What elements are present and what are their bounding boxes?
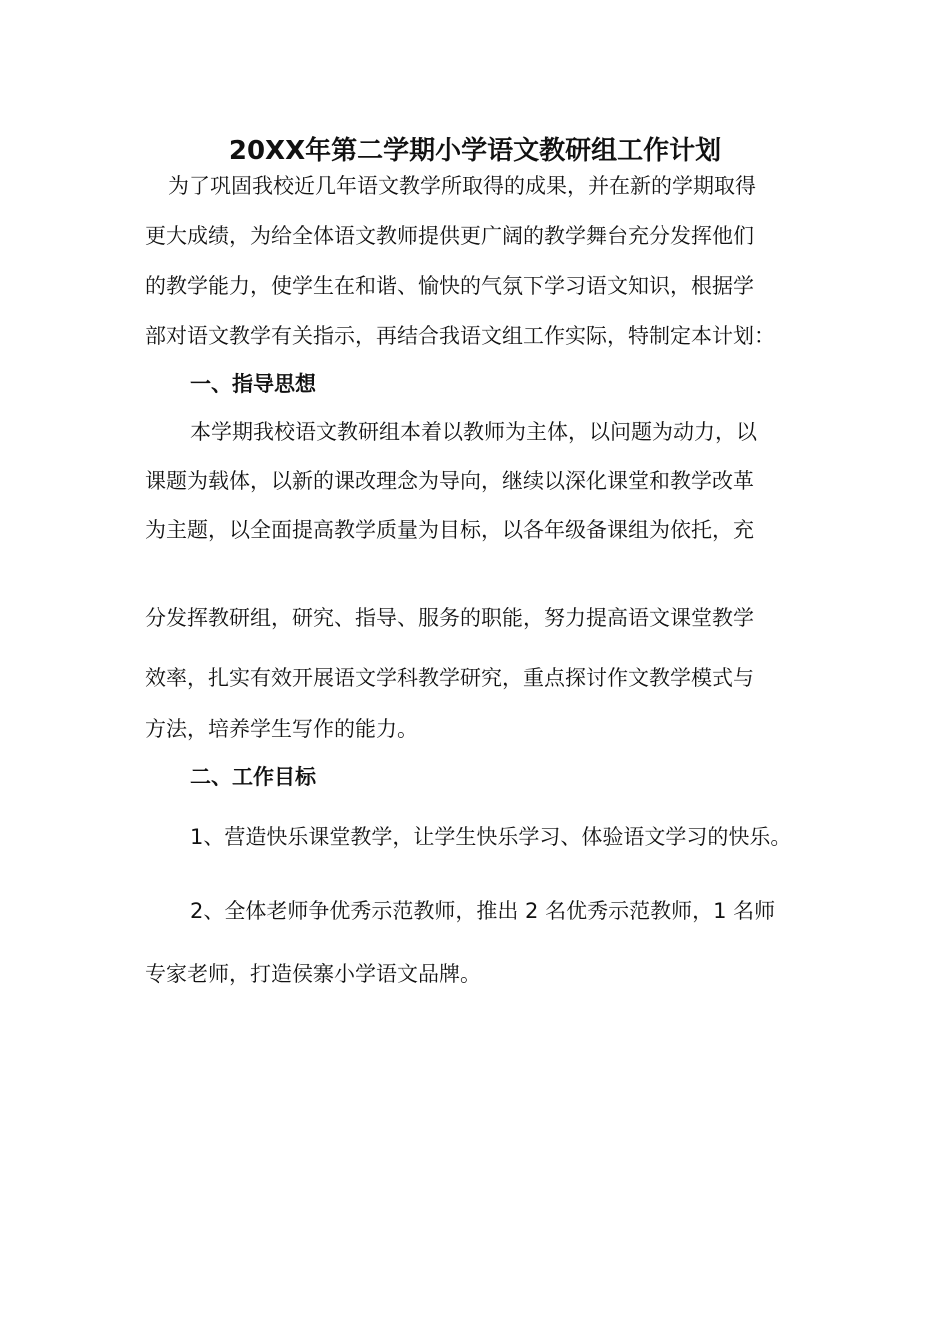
goal-item-1: 1、营造快乐课堂教学，让学生快乐学习、体验语文学习的快乐。 [190, 825, 792, 849]
section-heading-work-goals: 二、工作目标 [190, 765, 316, 789]
intro-line-3: 的教学能力，使学生在和谐、愉快的气氛下学习语文知识，根据学 [145, 274, 754, 298]
section1-line-3: 为主题，以全面提高教学质量为目标，以各年级备课组为依托，充 [145, 518, 754, 542]
section1-line-6: 方法，培养学生写作的能力。 [145, 717, 418, 741]
intro-line-2: 更大成绩，为给全体语文教师提供更广阔的教学舞台充分发挥他们 [145, 224, 754, 248]
goal-item-2-line-1: 2、全体老师争优秀示范教师，推出 2 名优秀示范教师，1 名师 [190, 899, 776, 923]
goal-item-2-line-2: 专家老师，打造侯寨小学语文品牌。 [145, 962, 481, 986]
document-title: 20XX年第二学期小学语文教研组工作计划 [228, 136, 722, 166]
intro-line-1: 为了巩固我校近几年语文教学所取得的成果，并在新的学期取得 [168, 174, 756, 198]
section1-line-5: 效率，扎实有效开展语文学科教学研究，重点探讨作文教学模式与 [145, 666, 754, 690]
intro-line-4: 部对语文教学有关指示，再结合我语文组工作实际，特制定本计划： [145, 324, 775, 348]
section1-line-2: 课题为载体，以新的课改理念为导向，继续以深化课堂和教学改革 [145, 469, 754, 493]
section-heading-guiding-thought: 一、指导思想 [190, 372, 316, 396]
section1-line-4: 分发挥教研组，研究、指导、服务的职能，努力提高语文课堂教学 [145, 606, 754, 630]
section1-line-1: 本学期我校语文教研组本着以教师为主体，以问题为动力，以 [190, 420, 757, 444]
